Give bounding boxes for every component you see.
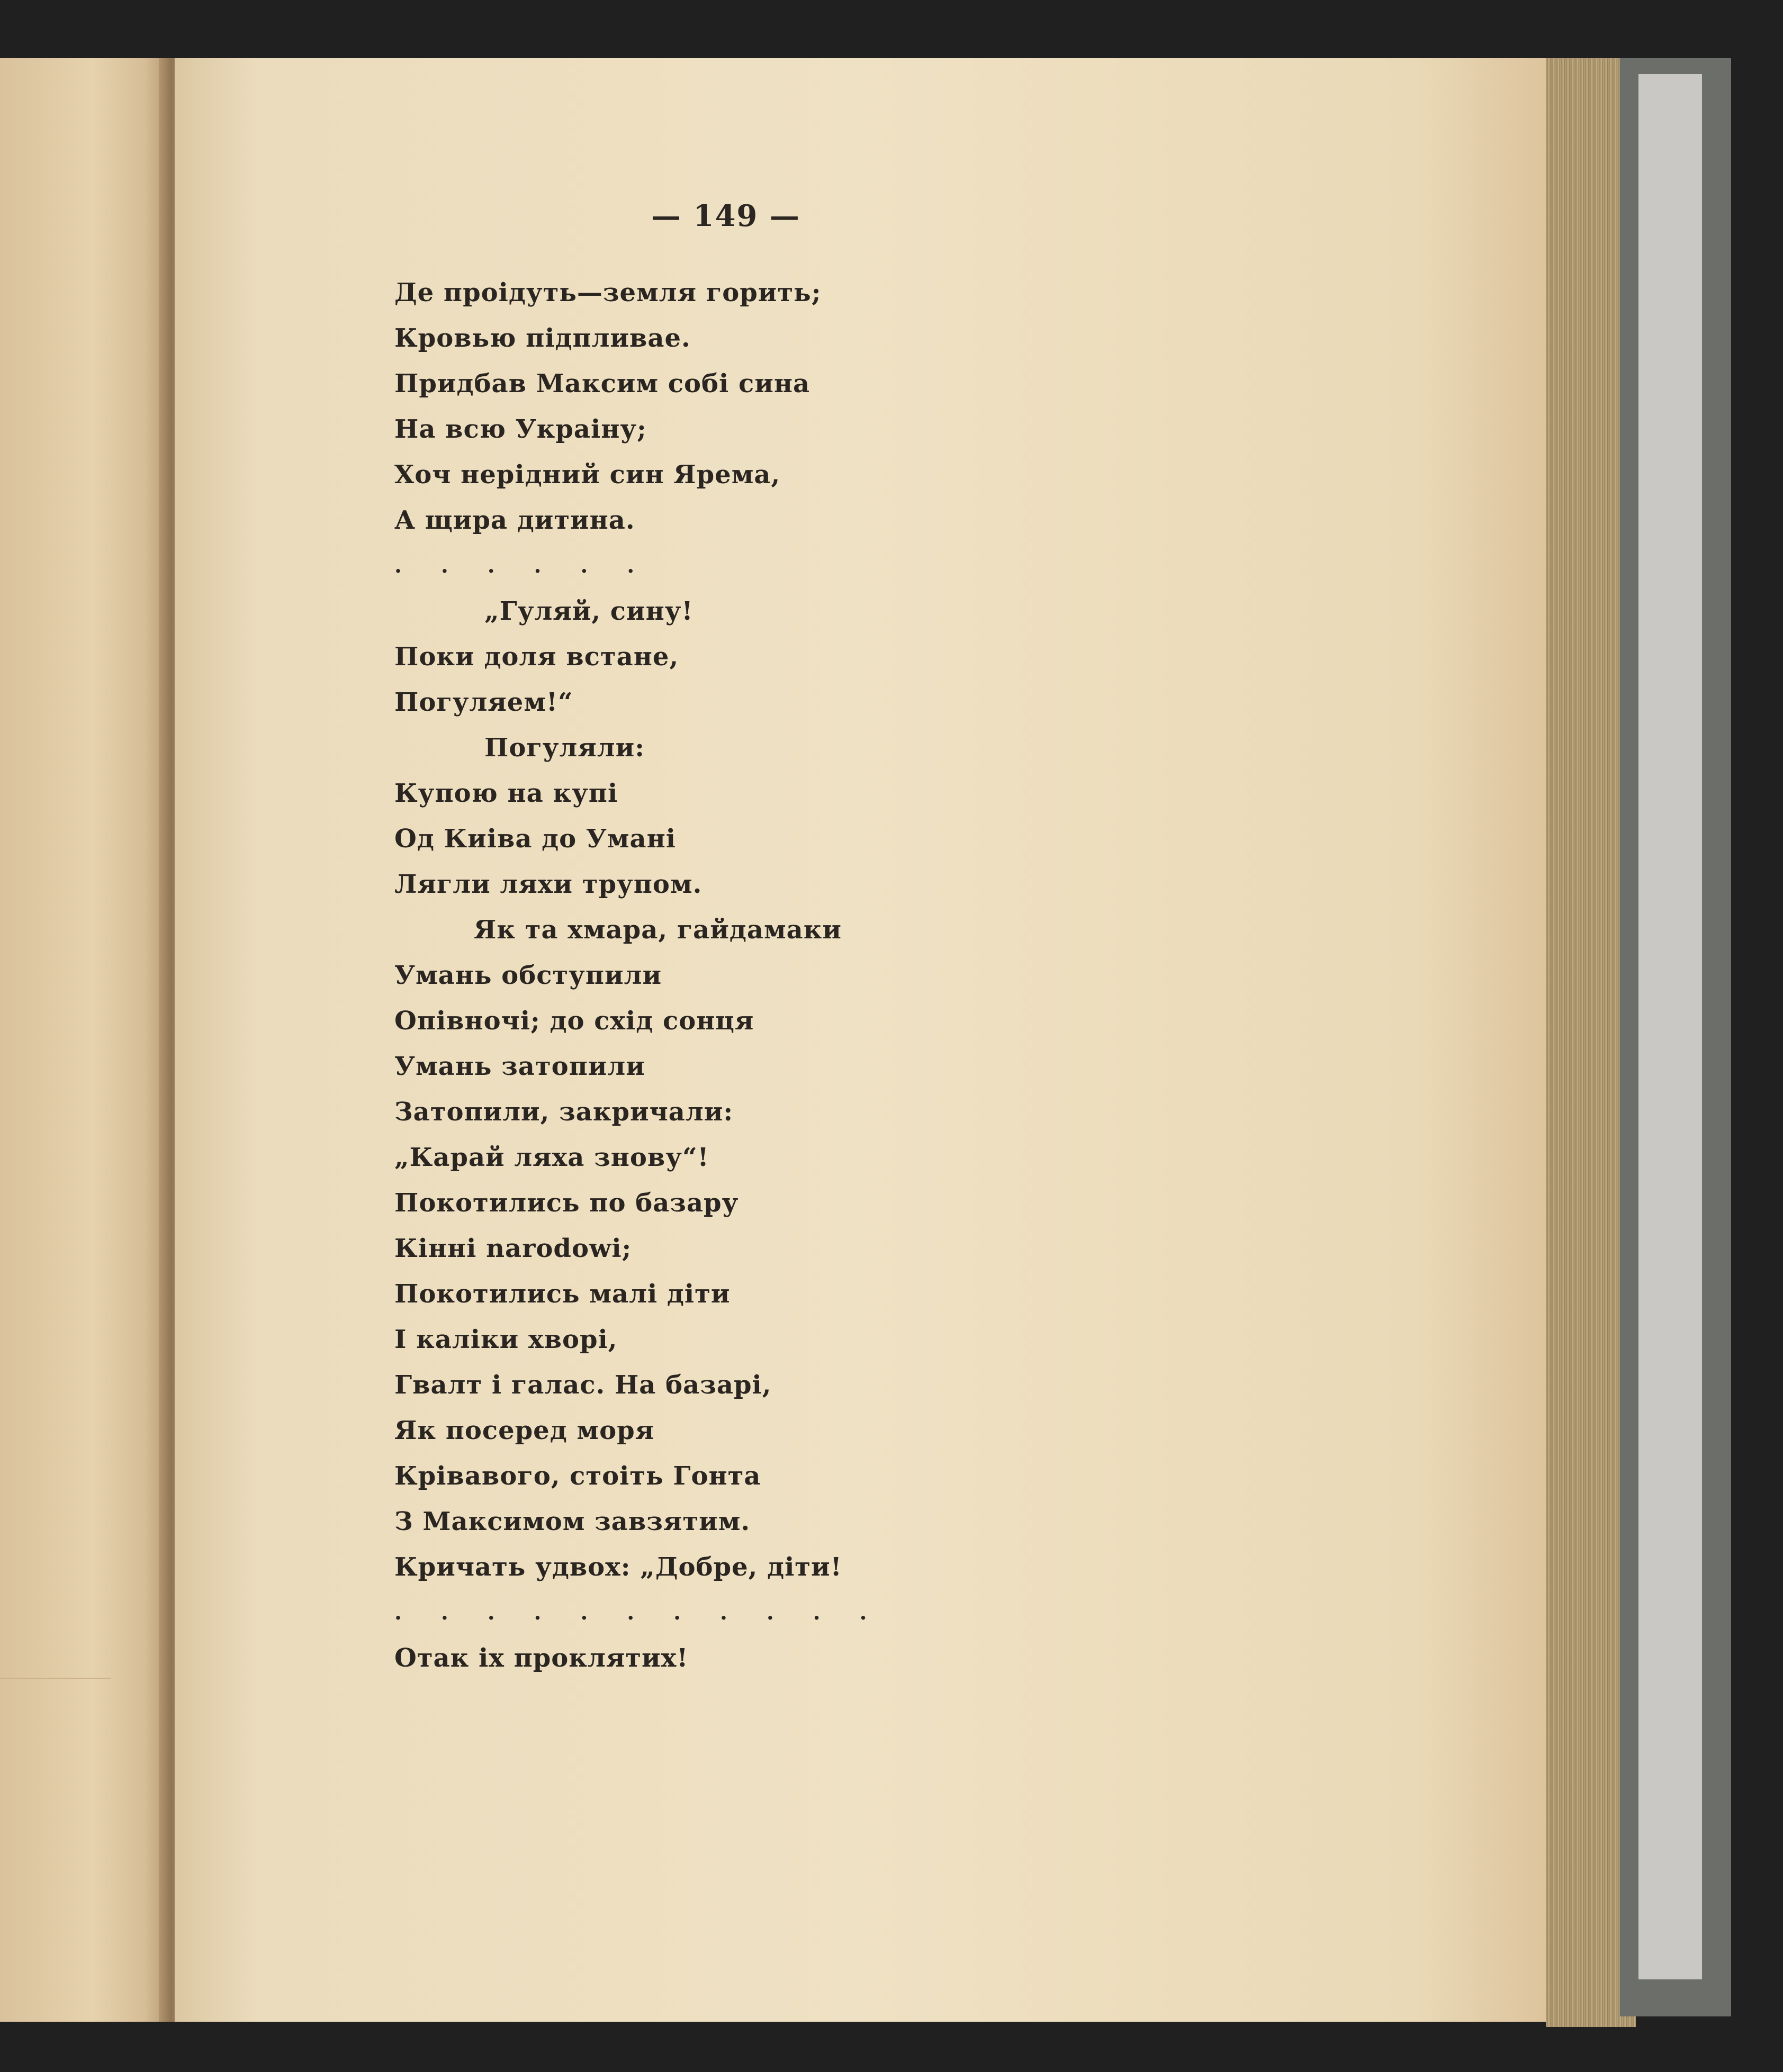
poem-line: Отак іх проклятих! xyxy=(394,1643,689,1673)
left-page-footnote-rule xyxy=(0,1678,111,1679)
poem-line: Як та хмара, гайдамаки xyxy=(474,915,842,945)
ellipsis-line: . . . . . . . . . . . xyxy=(394,1600,883,1625)
poem-line: З Максимом завзятим. xyxy=(394,1507,751,1536)
poem-line: Хоч нерідний син Ярема, xyxy=(394,460,781,490)
left-page xyxy=(0,58,169,2022)
poem-line: Поки доля встане, xyxy=(394,642,679,672)
poem-line: Покотились малі діти xyxy=(394,1279,731,1309)
page-number: — 149 — xyxy=(651,198,800,233)
poem-line: Умань обступили xyxy=(394,961,662,990)
poem-line: Кінні narodowi; xyxy=(394,1234,632,1263)
cover-card xyxy=(1638,74,1702,1979)
poem-line: Лягли ляхи трупом. xyxy=(394,870,703,899)
poem-line: А щира дитина. xyxy=(394,505,635,535)
poem-line: Гвалт і галас. На базарі, xyxy=(394,1370,772,1400)
poem-line: Погуляли: xyxy=(484,733,645,763)
poem-line: Опівночі; до схід сонця xyxy=(394,1006,754,1036)
poem-line: Покотились по базару xyxy=(394,1188,739,1218)
poem-line: Як посеред моря xyxy=(394,1416,655,1445)
poem-line: Де проідуть—земля горить; xyxy=(394,278,822,307)
poem-line: Погуляем!“ xyxy=(394,687,573,717)
poem-line: „Карай ляха знову“! xyxy=(394,1143,709,1172)
poem-line: Купою на купі xyxy=(394,779,618,808)
poem-line: „Гуляй, сину! xyxy=(484,596,694,626)
poem-line: На всю Украіну; xyxy=(394,414,647,444)
poem-line: Придбав Максим собі сина xyxy=(394,369,811,399)
poem-line: Затопили, закричали: xyxy=(394,1097,734,1127)
ellipsis-line: . . . . . . xyxy=(394,553,651,578)
poem-line: Крівавого, стоіть Гонта xyxy=(394,1461,761,1491)
poem-line: Умань затопили xyxy=(394,1052,645,1081)
poem-line: Кровью підпливае. xyxy=(394,323,691,353)
poem-text xyxy=(394,270,1083,1681)
poem-line: Од Киіва до Умані xyxy=(394,824,677,854)
poem-line: І каліки хворі, xyxy=(394,1325,618,1354)
poem-line: Кричать удвох: „Добре, діти! xyxy=(394,1552,842,1582)
